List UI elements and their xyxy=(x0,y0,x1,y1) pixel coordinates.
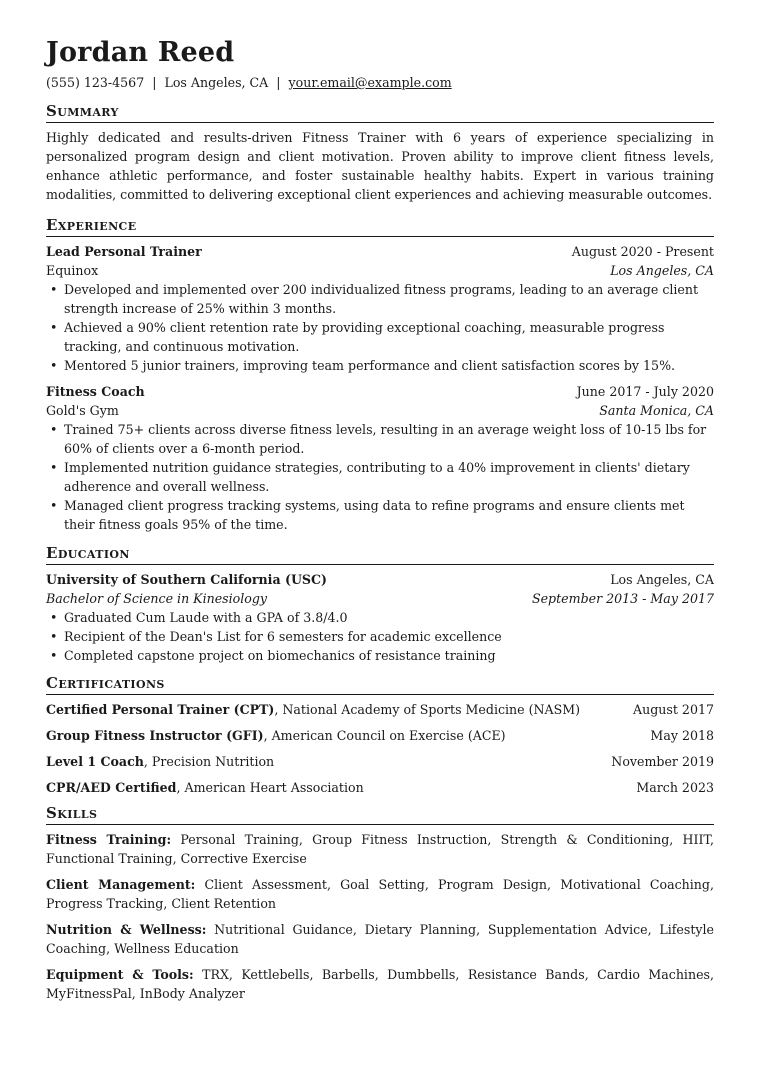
skill-group xyxy=(46,875,714,913)
education-dates: September 2013 - May 2017 xyxy=(531,591,714,606)
summary-section xyxy=(46,102,714,204)
section-title-education: Education xyxy=(46,544,714,565)
job-entry xyxy=(46,242,714,375)
summary-text: Highly dedicated and results-driven Fitness Trainer with 6 years of experience specializing in personalized program design and client motivation. Proven ability to improve client fitness levels, enhance athletic performance, and foster sustainable healthy habits. Expert in various training modalities, committed to delivering exceptional client experiences and achieving measurable outcomes. xyxy=(46,130,714,202)
bullet-item: • Trained 75+ clients across diverse fitness levels, resulting in an average weight loss of 10-15 lbs for 60% of clients over a 6-month period. xyxy=(46,420,714,458)
bullet-item: • Graduated Cum Laude with a GPA of 3.8/4.0 xyxy=(46,608,714,627)
skills-section xyxy=(46,804,714,1003)
certification-date: May 2018 xyxy=(650,728,714,743)
candidate-name: Jordan Reed xyxy=(46,37,235,68)
certification-item xyxy=(46,700,714,719)
job-dates: August 2020 - Present xyxy=(571,244,714,259)
education-bullets xyxy=(46,608,714,665)
school-name: University of Southern California (USC) xyxy=(46,572,328,587)
skill-label: Nutrition & Wellness: xyxy=(46,922,207,937)
separator: | xyxy=(152,75,157,90)
skill-label: Equipment & Tools: xyxy=(46,967,194,982)
skill-text: TRX, Kettlebells, Barbells, Dumbbells, Resistance Bands, Cardio Machines, MyFitnessPal, InBody Analyzer xyxy=(46,967,714,1001)
degree: Bachelor of Science in Kinesiology xyxy=(46,591,268,606)
job-location: Santa Monica, CA xyxy=(599,403,714,418)
bullet-item: • Completed capstone project on biomechanics of resistance training xyxy=(46,646,714,665)
section-title-certifications: Certifications xyxy=(46,674,714,695)
bullet-item: • Implemented nutrition guidance strategies, contributing to a 40% improvement in clients' dietary adherence and overall wellness. xyxy=(46,458,714,496)
bullet-item: • Achieved a 90% client retention rate by providing exceptional coaching, measurable progress tracking, and continuous motivation. xyxy=(46,318,714,356)
skill-group xyxy=(46,920,714,958)
bullet-item: • Recipient of the Dean's List for 6 semesters for academic excellence xyxy=(46,627,714,646)
certification-name: CPR/AED Certified xyxy=(46,780,177,795)
job-company: Equinox xyxy=(46,263,99,278)
certification-date: March 2023 xyxy=(636,780,714,795)
job-dates: June 2017 - July 2020 xyxy=(576,384,714,399)
certification-date: August 2017 xyxy=(633,702,714,717)
bullet-item: • Developed and implemented over 200 individualized fitness programs, leading to an average client strength increase of 25% within 3 months. xyxy=(46,280,714,318)
certification-item xyxy=(46,726,714,745)
job-company: Gold's Gym xyxy=(46,403,119,418)
job-entry xyxy=(46,382,714,534)
experience-section xyxy=(46,216,714,534)
separator: | xyxy=(276,75,281,90)
skill-label: Client Management: xyxy=(46,877,196,892)
section-title-experience: Experience xyxy=(46,216,714,237)
certification-item xyxy=(46,778,714,797)
skill-text: Client Assessment, Goal Setting, Program Design, Motivational Coaching, Progress Tracking, Client Retention xyxy=(46,877,714,911)
section-title-skills: Skills xyxy=(46,804,714,825)
certification-issuer: , American Council on Exercise (ACE) xyxy=(263,728,506,743)
skill-group xyxy=(46,965,714,1003)
certification-issuer: , American Heart Association xyxy=(176,780,364,795)
certification-name: Level 1 Coach xyxy=(46,754,144,769)
job-bullets xyxy=(46,280,714,375)
skill-text: Nutritional Guidance, Dietary Planning, Supplementation Advice, Lifestyle Coaching, Wellness Education xyxy=(46,922,714,956)
certification-name: Certified Personal Trainer (CPT) xyxy=(46,702,275,717)
school-location: Los Angeles, CA xyxy=(610,572,714,587)
education-section xyxy=(46,544,714,665)
skill-label: Fitness Training: xyxy=(46,832,172,847)
skill-text: Personal Training, Group Fitness Instruction, Strength & Conditioning, HIIT, Functional Training, Corrective Exercise xyxy=(46,832,714,866)
certification-name: Group Fitness Instructor (GFI) xyxy=(46,728,264,743)
section-title-summary: Summary xyxy=(46,102,714,123)
certification-date: November 2019 xyxy=(611,754,714,769)
skill-group xyxy=(46,830,714,868)
certifications-section xyxy=(46,674,714,797)
job-location: Los Angeles, CA xyxy=(610,263,714,278)
contact-line xyxy=(46,74,714,92)
phone-number: (555) 123-4567 xyxy=(46,75,145,90)
certification-issuer: , National Academy of Sports Medicine (NASM) xyxy=(274,702,581,717)
location: Los Angeles, CA xyxy=(164,75,269,90)
job-role: Fitness Coach xyxy=(46,384,145,399)
bullet-item: • Mentored 5 junior trainers, improving team performance and client satisfaction scores by 15%. xyxy=(46,356,714,375)
education-entry xyxy=(46,570,714,665)
job-role: Lead Personal Trainer xyxy=(46,244,202,259)
email-link[interactable]: your.email@example.com xyxy=(288,75,452,90)
certification-issuer: , Precision Nutrition xyxy=(143,754,275,769)
certification-item xyxy=(46,752,714,771)
bullet-item: • Managed client progress tracking systems, using data to refine programs and ensure clients met their fitness goals 95% of the time. xyxy=(46,496,714,534)
job-bullets xyxy=(46,420,714,534)
